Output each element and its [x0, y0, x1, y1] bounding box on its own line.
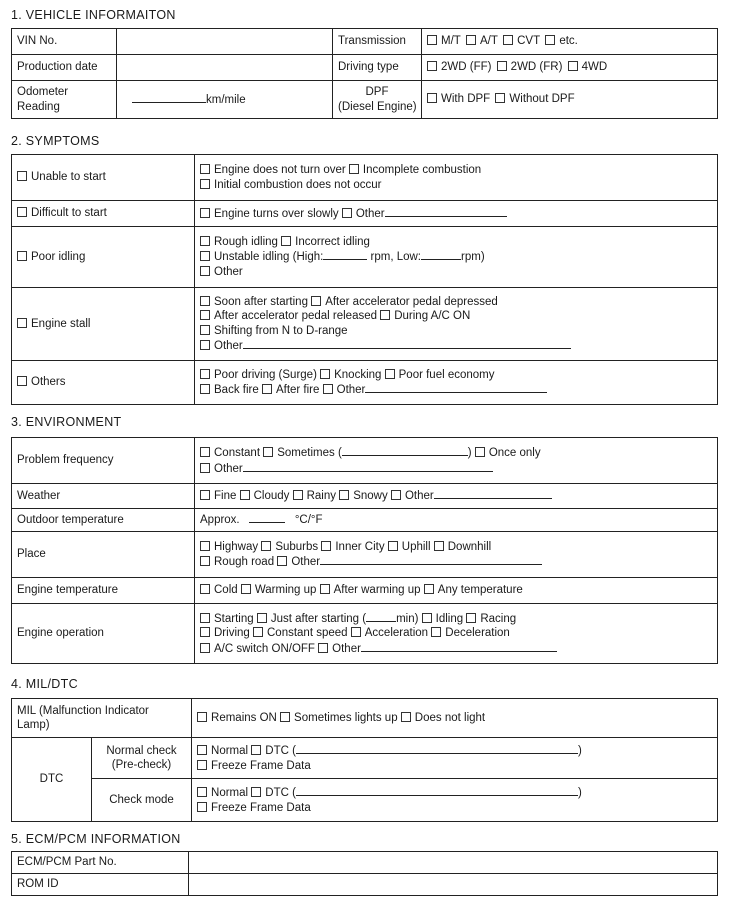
mil-dtc-table: [11, 698, 718, 822]
rom-id-field[interactable]: [189, 874, 718, 896]
rom-id-label: ROM ID: [12, 874, 189, 896]
mil-label: MIL (Malfunction Indicator Lamp): [12, 699, 192, 738]
checkbox-icon[interactable]: [342, 208, 352, 218]
section-title-ecm: 5. ECM/PCM INFORMATION: [11, 832, 181, 846]
symptoms-table: [11, 154, 718, 405]
checkbox-icon: [495, 93, 505, 103]
high-rpm-blank[interactable]: [323, 249, 367, 260]
checkbox-at[interactable]: A/T: [466, 35, 500, 47]
minutes-blank[interactable]: [366, 611, 396, 622]
checkbox-icon[interactable]: [388, 541, 398, 551]
checkbox-icon[interactable]: [200, 369, 210, 379]
unable-options: Engine does not turn over Incomplete combustion Initial combustion does not occur: [195, 155, 718, 201]
checkbox-icon[interactable]: [475, 447, 485, 457]
checkbox-cvt[interactable]: CVT: [503, 35, 542, 47]
checkbox-icon[interactable]: [401, 712, 411, 722]
other-blank[interactable]: [434, 488, 552, 499]
other-blank[interactable]: [385, 206, 507, 217]
checkbox-icon: [427, 61, 437, 71]
checkbox-icon[interactable]: [257, 613, 267, 623]
checkbox-icon[interactable]: [293, 490, 303, 500]
checkbox-icon[interactable]: [200, 310, 210, 320]
vehicle-info-table: [11, 28, 718, 119]
checkbox-icon[interactable]: [318, 643, 328, 653]
checkbox-icon[interactable]: [200, 643, 210, 653]
ecm-part-no-label: ECM/PCM Part No.: [12, 852, 189, 874]
section-title-environment: 3. ENVIRONMENT: [11, 415, 122, 429]
checkbox-icon[interactable]: [200, 584, 210, 594]
weather-options: Fine Cloudy Rainy Snowy Other: [195, 484, 718, 509]
checkbox-icon: [466, 35, 476, 45]
checkbox-icon[interactable]: [261, 541, 271, 551]
other-blank[interactable]: [361, 641, 557, 652]
symptom-unable-to-start[interactable]: Unable to start: [12, 155, 195, 201]
vin-field[interactable]: [117, 29, 333, 55]
stall-options: Soon after starting After accelerator pedal depressed After accelerator pedal released During A/C ON Shifting from N to D-range Other: [195, 288, 718, 361]
environment-table: [11, 437, 718, 664]
symptom-others[interactable]: Others: [12, 361, 195, 405]
checkbox-icon[interactable]: [200, 556, 210, 566]
checkbox-icon[interactable]: [241, 584, 251, 594]
mil-options: Remains ON Sometimes lights up Does not light: [192, 699, 718, 738]
checkbox-icon[interactable]: [422, 613, 432, 623]
place-label: Place: [12, 532, 195, 578]
production-date-label: Production date: [12, 55, 117, 81]
sometimes-blank[interactable]: [342, 445, 468, 456]
checkbox-icon[interactable]: [200, 490, 210, 500]
checkbox-icon[interactable]: [200, 340, 210, 350]
weather-label: Weather: [12, 484, 195, 509]
engine-operation-label: Engine operation: [12, 604, 195, 664]
checkbox-icon[interactable]: [351, 627, 361, 637]
checkbox-icon[interactable]: [200, 613, 210, 623]
checkbox-icon[interactable]: [253, 627, 263, 637]
check-mode-label: Check mode: [92, 779, 192, 822]
checkbox-icon[interactable]: [200, 251, 210, 261]
checkbox-icon[interactable]: [434, 541, 444, 551]
check-mode-options: Normal DTC ( ) Freeze Frame Data: [192, 779, 718, 822]
transmission-label: Transmission: [333, 29, 422, 55]
checkbox-icon[interactable]: [431, 627, 441, 637]
checkbox-icon[interactable]: [200, 541, 210, 551]
checkbox-icon: [545, 35, 555, 45]
checkbox-icon[interactable]: [321, 541, 331, 551]
checkbox-icon[interactable]: [200, 208, 210, 218]
dpf-label: DPF (Diesel Engine): [333, 81, 422, 119]
checkbox-icon[interactable]: [251, 745, 261, 755]
checkbox-icon: [17, 171, 27, 181]
checkbox-without-dpf[interactable]: Without DPF: [495, 93, 576, 105]
checkbox-icon[interactable]: [281, 236, 291, 246]
checkbox-etc[interactable]: etc.: [545, 35, 580, 47]
vin-label: VIN No.: [12, 29, 117, 55]
other-blank[interactable]: [365, 382, 547, 393]
checkbox-with-dpf[interactable]: With DPF: [427, 93, 492, 105]
checkbox-icon[interactable]: [200, 463, 210, 473]
dtc-label: DTC: [12, 738, 92, 822]
checkbox-icon[interactable]: [323, 384, 333, 394]
checkbox-4wd[interactable]: 4WD: [568, 61, 610, 73]
checkbox-icon[interactable]: [349, 164, 359, 174]
normal-check-options: Normal DTC ( ) Freeze Frame Data: [192, 738, 718, 779]
checkbox-icon[interactable]: [385, 369, 395, 379]
checkbox-icon[interactable]: [424, 584, 434, 594]
checkbox-icon[interactable]: [311, 296, 321, 306]
checkbox-icon: [427, 35, 437, 45]
checkbox-icon[interactable]: [200, 325, 210, 335]
checkbox-icon: [17, 251, 27, 261]
odometer-field[interactable]: km/mile: [117, 81, 333, 119]
odometer-label: Odometer Reading: [12, 81, 117, 119]
outdoor-temperature-field: Approx. °C/°F: [195, 509, 718, 532]
idling-options: Rough idling Incorrect idling Unstable idling (High: rpm, Low: rpm) Other: [195, 227, 718, 288]
checkbox-icon[interactable]: [200, 179, 210, 189]
checkbox-icon: [17, 318, 27, 328]
checkbox-icon[interactable]: [240, 490, 250, 500]
ecm-table: [11, 851, 718, 896]
outdoor-temperature-label: Outdoor temperature: [12, 509, 195, 532]
checkbox-icon[interactable]: [200, 384, 210, 394]
checkbox-icon[interactable]: [197, 712, 207, 722]
temperature-blank[interactable]: [249, 512, 285, 523]
low-rpm-blank[interactable]: [421, 249, 461, 260]
checkbox-icon[interactable]: [197, 745, 207, 755]
engine-temperature-options: Cold Warming up After warming up Any temperature: [195, 578, 718, 604]
section-title-mil: 4. MIL/DTC: [11, 677, 78, 691]
checkbox-icon[interactable]: [197, 802, 207, 812]
checkbox-icon[interactable]: [320, 584, 330, 594]
ecm-part-no-field[interactable]: [189, 852, 718, 874]
other-blank[interactable]: [243, 338, 571, 349]
checkbox-icon[interactable]: [200, 447, 210, 457]
checkbox-icon[interactable]: [339, 490, 349, 500]
checkbox-icon: [503, 35, 513, 45]
normal-check-label: Normal check (Pre-check): [92, 738, 192, 779]
checkbox-icon: [427, 93, 437, 103]
checkbox-icon[interactable]: [200, 164, 210, 174]
checkbox-icon[interactable]: [200, 296, 210, 306]
checkbox-icon[interactable]: [277, 556, 287, 566]
symptom-difficult-to-start[interactable]: Difficult to start: [12, 201, 195, 227]
checkbox-icon[interactable]: [197, 787, 207, 797]
checkbox-mt[interactable]: M/T: [427, 35, 463, 47]
symptom-poor-idling[interactable]: Poor idling: [12, 227, 195, 288]
checkbox-icon: [568, 61, 578, 71]
checkbox-icon[interactable]: [263, 447, 273, 457]
checkbox-icon[interactable]: [197, 760, 207, 770]
difficult-options: Engine turns over slowly Other: [195, 201, 718, 227]
engine-operation-options: Starting Just after starting ( min) Idling Racing Driving Constant speed Acceleration Deceleration A/C switch ON/OFF Other: [195, 604, 718, 664]
transmission-options: [422, 29, 718, 55]
dpf-options: [422, 81, 718, 119]
production-date-field[interactable]: [117, 55, 333, 81]
checkbox-icon[interactable]: [251, 787, 261, 797]
checkbox-2wd-ff[interactable]: 2WD (FF): [427, 61, 493, 73]
dtc-blank[interactable]: [296, 785, 578, 796]
odometer-blank[interactable]: [132, 92, 206, 103]
problem-frequency-label: Problem frequency: [12, 438, 195, 484]
section-title-vehicle: 1. VEHICLE INFORMAITON: [11, 8, 176, 22]
checkbox-icon[interactable]: [200, 236, 210, 246]
symptom-engine-stall[interactable]: Engine stall: [12, 288, 195, 361]
checkbox-icon: [17, 376, 27, 386]
section-title-symptoms: 2. SYMPTOMS: [11, 134, 100, 148]
frequency-options: Constant Sometimes ( ) Once only Other: [195, 438, 718, 484]
checkbox-icon[interactable]: [200, 627, 210, 637]
checkbox-icon[interactable]: [380, 310, 390, 320]
place-options: Highway Suburbs Inner City Uphill Downhill Rough road Other: [195, 532, 718, 578]
dtc-blank[interactable]: [296, 743, 578, 754]
checkbox-icon: [497, 61, 507, 71]
checkbox-icon[interactable]: [200, 266, 210, 276]
checkbox-icon[interactable]: [280, 712, 290, 722]
checkbox-icon: [17, 207, 27, 217]
checkbox-icon[interactable]: [466, 613, 476, 623]
others-options: Poor driving (Surge) Knocking Poor fuel economy Back fire After fire Other: [195, 361, 718, 405]
checkbox-icon[interactable]: [391, 490, 401, 500]
checkbox-icon[interactable]: [262, 384, 272, 394]
driving-type-label: Driving type: [333, 55, 422, 81]
checkbox-2wd-fr[interactable]: 2WD (FR): [497, 61, 565, 73]
other-blank[interactable]: [243, 461, 493, 472]
other-blank[interactable]: [320, 554, 542, 565]
driving-type-options: [422, 55, 718, 81]
checkbox-icon[interactable]: [320, 369, 330, 379]
engine-temperature-label: Engine temperature: [12, 578, 195, 604]
